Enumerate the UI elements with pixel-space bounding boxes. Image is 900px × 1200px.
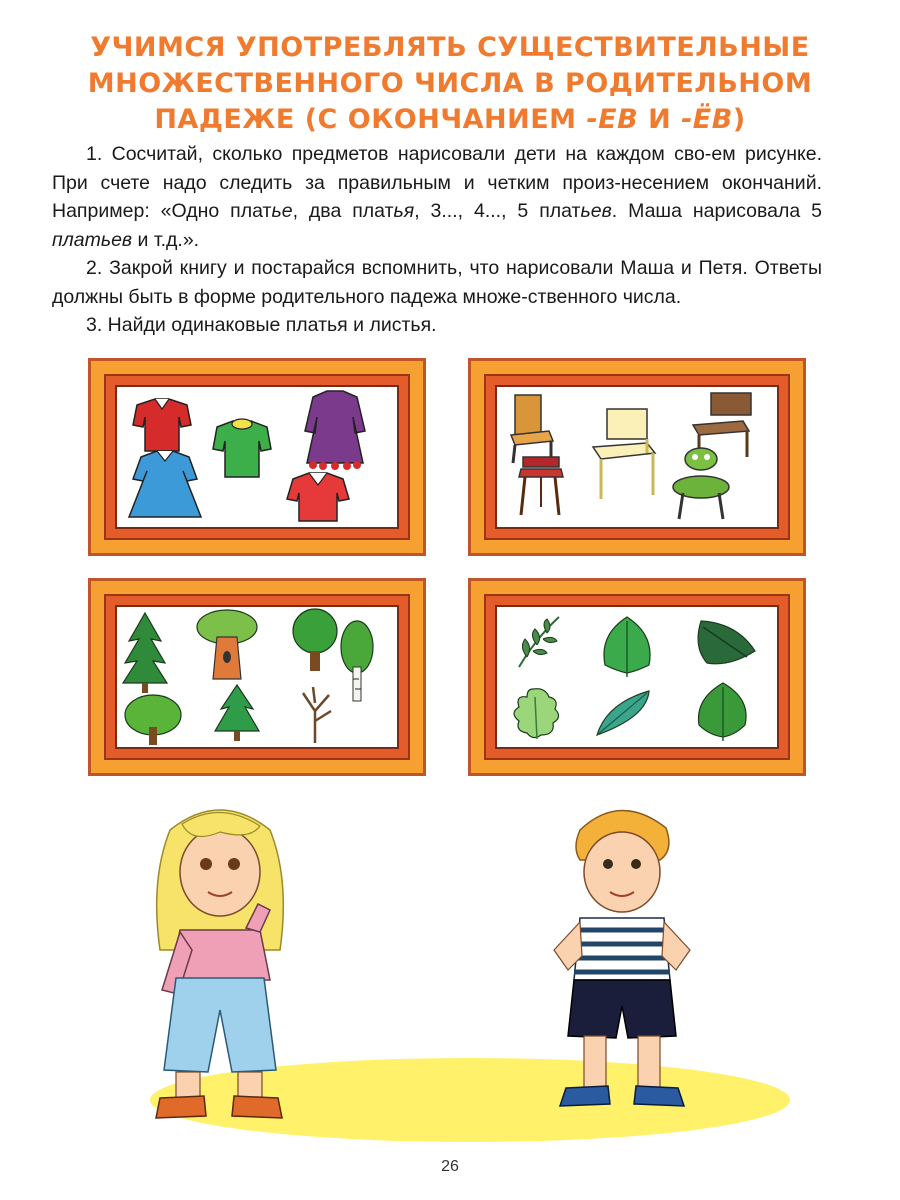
ending-ev: -ЕВ [586,104,639,135]
instruction-3: 3. Найди одинаковые платья и листья. [86,314,437,336]
green-sweater-icon [213,419,271,477]
dresses-picture [115,385,399,529]
chairs-picture [495,385,779,529]
red-stool-icon [519,457,563,515]
willow-leaf-icon [519,617,559,667]
hollow-tree-icon [197,610,257,679]
spruce-tree-icon [123,613,167,693]
title-line-2: МНОЖЕСТВЕННОГО ЧИСЛА В РОДИТЕЛЬНОМ [87,68,813,99]
trees-picture-frame [88,578,426,776]
frame-border [104,374,410,540]
page-title [40,30,860,138]
chairs-picture-frame [468,358,806,556]
ending-yov: -ЁВ [681,104,733,135]
instruction-1 [52,140,822,254]
birch-tree-icon [341,621,373,701]
instructions [52,140,822,340]
instruction-1-text-d: . Маша нарисовала 5 [611,200,823,222]
leaves-illustration [497,607,777,747]
bare-tree-icon [303,687,331,743]
frame-border [484,594,790,760]
long-leaf-icon [597,691,649,735]
instruction-1-ending-1: ье [271,200,293,222]
bush-tree-icon [125,695,181,745]
oak-leaf-icon [514,689,559,739]
leaves-picture [495,605,779,749]
trees-picture [115,605,399,749]
title-line-1: УЧИМСЯ УПОТРЕБЛЯТЬ СУЩЕСТВИТЕЛЬНЫЕ [90,32,810,63]
trees-illustration [117,607,397,747]
serrated-leaf-icon [699,683,747,741]
instruction-1-ending-2: ья [393,200,415,222]
red-shirt-icon [133,399,191,451]
title-and: И [638,104,682,135]
red-blouse-icon [287,473,349,521]
leaves-picture-frame [468,578,806,776]
title-close: ) [732,104,746,135]
instruction-1-text-c: , 3..., 4..., 5 плат [414,200,581,222]
fir-tree-icon [215,685,259,741]
instruction-1-text-a: 1. Сосчитай, сколько предметов нарисовали дети на каждом сво-ем рисунке. При счете надо следить за правильным и четким произ-несением окончаний. Например: «Одно плат [52,143,822,222]
dark-leaf-icon [698,621,755,664]
chairs-illustration [497,387,777,527]
instruction-1-word-dresses: платьев [52,228,133,251]
instruction-2: 2. Закрой книгу и постарайся вспомнить, что нарисовали Маша и Петя. Ответы должны быть в форме родительного падежа множе-ственного числа. [52,257,822,308]
carved-chair-icon [511,395,553,463]
yellow-chair-icon [593,409,655,499]
page-number: 26 [441,1158,459,1175]
instruction-1-text-b: , два плат [292,200,394,222]
green-chair-icon [673,448,729,519]
purple-dress-icon [305,391,365,470]
instruction-1-ending-3: ьев [580,200,612,222]
dresses-picture-frame [88,358,426,556]
dresses-illustration [117,387,397,527]
frame-border [484,374,790,540]
girl-masha-illustration [120,800,320,1130]
title-line-3-text: ПАДЕЖЕ (С ОКОНЧАНИЕМ [154,104,587,135]
round-tree-icon [293,609,337,671]
blue-dress-icon [129,451,201,517]
instruction-1-text-f: и т.д.». [132,228,200,251]
boy-petya-illustration [520,800,720,1120]
green-leaf-icon [604,617,650,677]
frame-border [104,594,410,760]
title-line-3 [40,102,860,138]
